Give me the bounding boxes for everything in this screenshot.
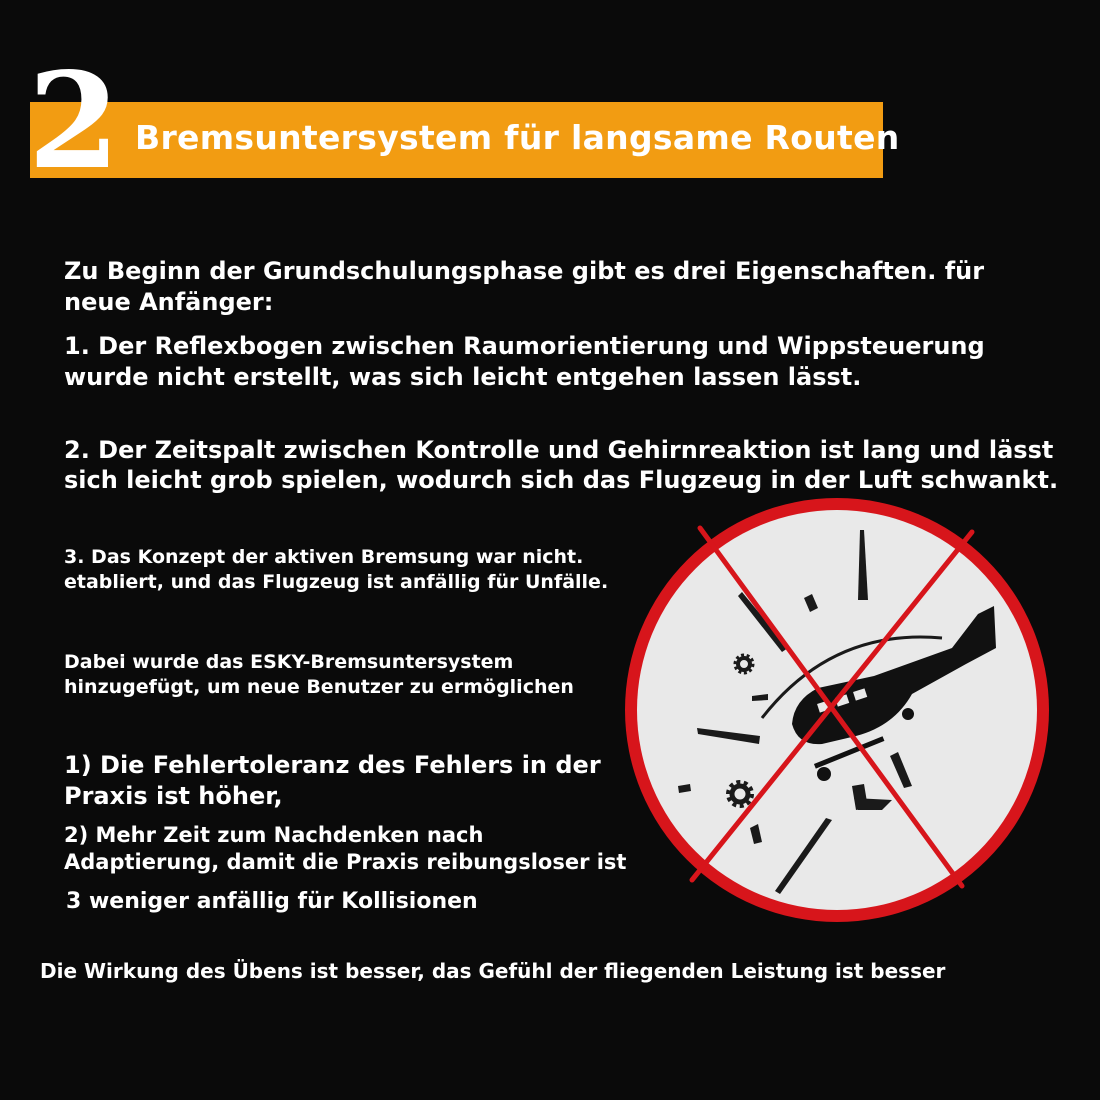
problem-item-3: 3. Das Konzept der aktiven Bremsung war nicht. etabliert, und das Flugzeug ist anfällig für Unfälle. (64, 546, 609, 593)
section-number: 2 (28, 44, 120, 199)
benefit-item-2: 2) Mehr Zeit zum Nachdenken nach Adaptierung, damit die Praxis reibungsloser ist (64, 823, 627, 874)
conclusion-text: Die Wirkung des Übens ist besser, das Gefühl der fliegenden Leistung ist besser (40, 959, 946, 983)
crashed-helicopter-prohibited-icon (612, 488, 1062, 933)
benefit-item-1: 1) Die Fehlertoleranz des Fehlers in der Praxis ist höher, (64, 751, 601, 810)
problem-item-1: 1. Der Reflexbogen zwischen Raumorientierung und Wippsteuerung wurde nicht erstellt, was sich leicht entgehen lassen lässt. (64, 332, 985, 391)
benefit-item-3: 3 weniger anfällig für Kollisionen (66, 889, 478, 914)
intro-text: Zu Beginn der Grundschulungsphase gibt es drei Eigenschaften. für neue Anfänger: (64, 257, 985, 316)
problem-item-2: 2. Der Zeitspalt zwischen Kontrolle und Gehirnreaktion ist lang und lässt sich leicht grob spielen, wodurch sich das Flugzeug in der Luft schwankt. (64, 436, 1059, 494)
solution-intro: Dabei wurde das ESKY-Bremsuntersystem hinzugefügt, um neue Benutzer zu ermöglichen (64, 651, 574, 698)
section-title: Bremsuntersystem für langsame Routen (135, 118, 900, 157)
